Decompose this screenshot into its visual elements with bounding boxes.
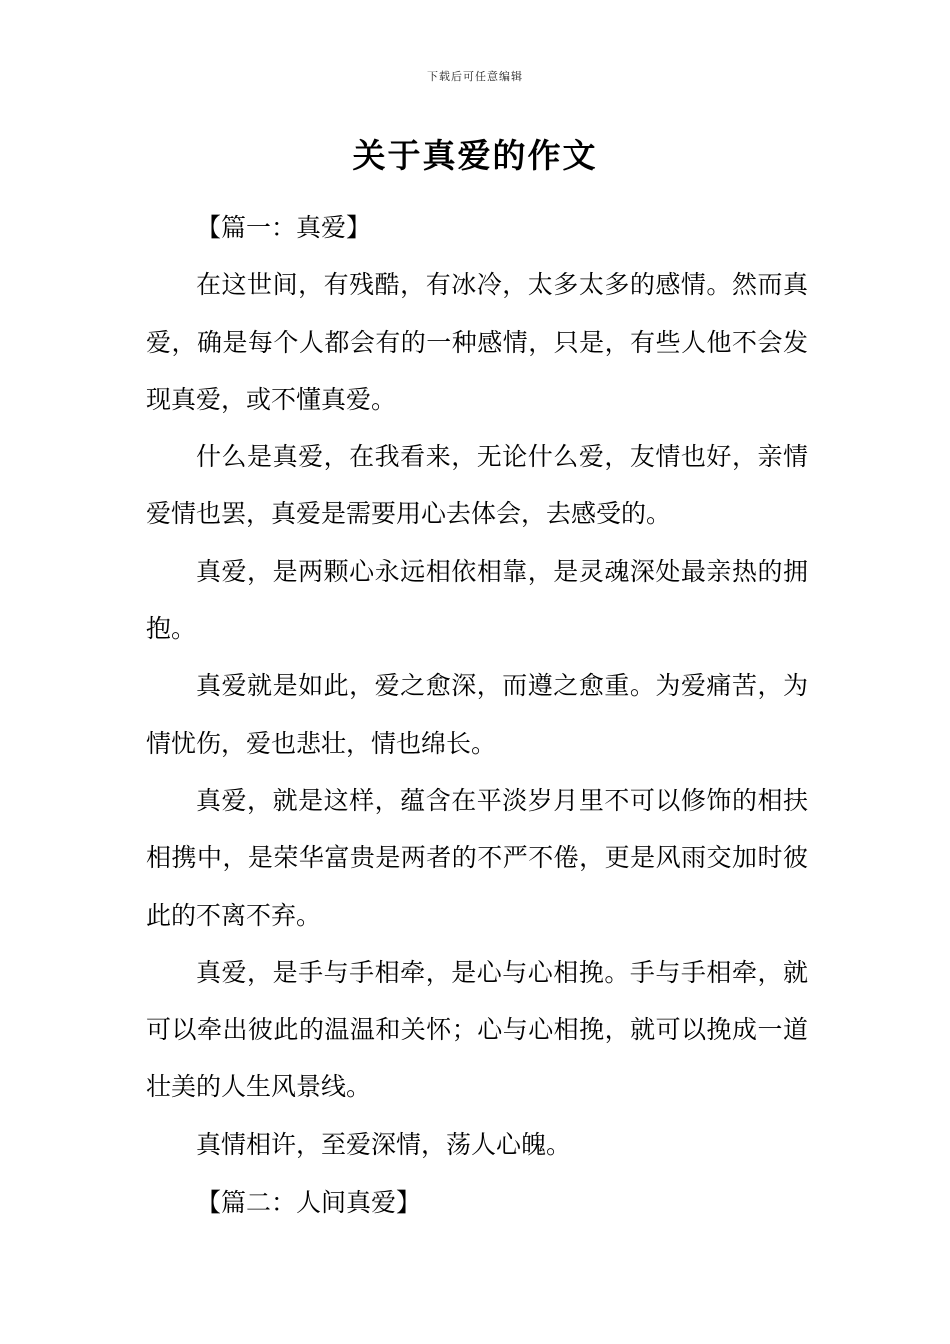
paragraph: 在这世间，有残酷，有冰冷，太多太多的感情。然而真爱，确是每个人都会有的一种感情，只是，有些人他不会发现真爱，或不懂真爱。 (146, 270, 808, 414)
paragraph: 真爱，是两颗心永远相依相靠，是灵魂深处最亲热的拥抱。 (146, 556, 808, 644)
paragraph: 真爱，是手与手相牵，是心与心相挽。手与手相牵，就可以牵出彼此的温温和关怀；心与心相挽，就可以挽成一道壮美的人生风景线。 (146, 957, 808, 1102)
header-note: 下载后可任意编辑 (427, 70, 523, 83)
paragraph: 真爱就是如此，爱之愈深，而遵之愈重。为爱痛苦，为情忧伤，爱也悲壮，情也绵长。 (146, 671, 808, 758)
paragraph: 真爱，就是这样，蕴含在平淡岁月里不可以修饰的相扶相携中，是荣华富贵是两者的不严不倦，更是风雨交加时彼此的不离不弃。 (146, 785, 808, 930)
document-body (146, 198, 808, 1231)
section-heading: 【篇二：人间真爱】 (196, 1188, 422, 1218)
section-heading: 【篇一：真爱】 (196, 213, 372, 242)
paragraph: 什么是真爱，在我看来，无论什么爱，友情也好，亲情爱情也罢，真爱是需要用心去体会，去感受的。 (146, 442, 808, 529)
paragraph: 真情相许，至爱深情，荡人心魄。 (196, 1129, 572, 1159)
page-title: 关于真爱的作文 (352, 136, 598, 175)
